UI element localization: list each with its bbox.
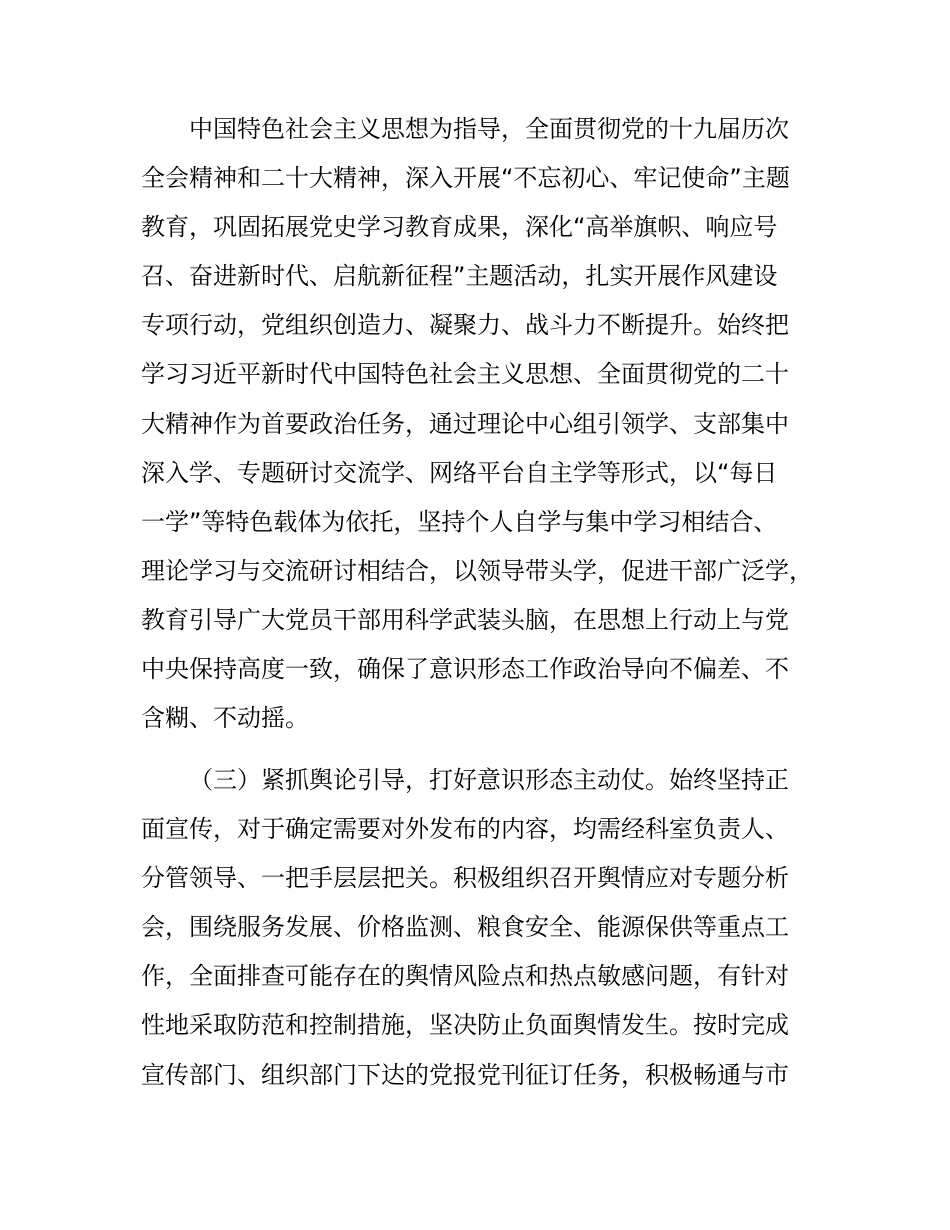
text-line: 作，全面排查可能存在的舆情风险点和热点敏感问题，有针对 <box>141 962 789 991</box>
text-line: 含糊、不动摇。 <box>141 704 309 733</box>
text-line: 召、奋进新时代、启航新征程”主题活动，扎实开展作风建设 <box>141 262 778 291</box>
text-line: 理论学习与交流研讨相结合，以领导带头学，促进干部广泛学， <box>141 556 813 585</box>
text-line: 宣传部门、组织部门下达的党报党刊征订任务，积极畅通与市 <box>141 1060 789 1089</box>
text-line: 分管领导、一把手层层把关。积极组织召开舆情应对专题分析 <box>141 864 789 893</box>
text-line: 大精神作为首要政治任务，通过理论中心组引领学、支部集中 <box>141 409 789 438</box>
text-line: 专项行动，党组织创造力、凝聚力、战斗力不断提升。始终把 <box>141 311 789 340</box>
text-line: 全会精神和二十大精神，深入开展“不忘初心、牢记使命”主题 <box>141 164 790 193</box>
text-line: 中央保持高度一致，确保了意识形态工作政治导向不偏差、不 <box>141 655 789 684</box>
text-line: 面宣传，对于确定需要对外发布的内容，均需经科室负责人、 <box>141 815 789 844</box>
paragraph-1 <box>141 105 841 743</box>
paragraph-2 <box>141 756 841 1100</box>
text-line: 学习习近平新时代中国特色社会主义思想、全面贯彻党的二十 <box>141 360 789 389</box>
text-line: 教育引导广大党员干部用科学武装头脑，在思想上行动上与党 <box>141 605 789 634</box>
text-line: 深入学、专题研讨交流学、网络平台自主学等形式，以“每日 <box>141 458 778 487</box>
section-heading-line: （三）紧抓舆论引导，打好意识形态主动仗。始终坚持正 <box>189 766 789 794</box>
text-line: 教育，巩固拓展党史学习教育成果，深化“高举旗帜、响应号 <box>141 213 778 242</box>
text-line: 性地采取防范和控制措施，坚决防止负面舆情发生。按时完成 <box>141 1011 789 1040</box>
text-line: 中国特色社会主义思想为指导，全面贯彻党的十九届历次 <box>189 115 789 143</box>
text-line: 一学”等特色载体为依托，坚持个人自学与集中学习相结合、 <box>141 507 778 536</box>
text-line: 会，围绕服务发展、价格监测、粮食安全、能源保供等重点工 <box>141 913 789 942</box>
